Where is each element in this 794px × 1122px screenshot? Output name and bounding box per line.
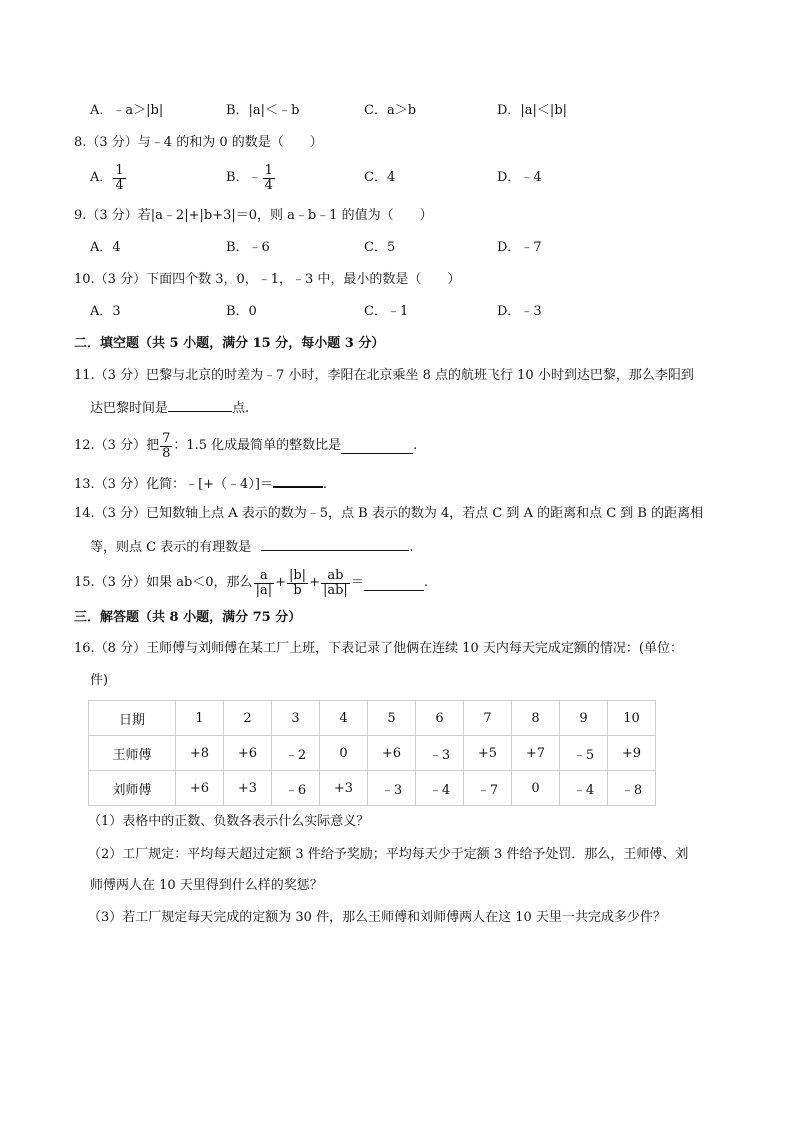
q14-line1: 14.（3 分）已知数轴上点 A 表示的数为﹣5，点 B 表示的数为 4，若点 C 到 A 的距离和点 C 到 B 的距离相 [74, 506, 704, 521]
q8-b-numerator: 1 [264, 162, 273, 178]
q14-answer-blank[interactable] [261, 536, 409, 551]
table-cell: ﹣5 [560, 736, 608, 771]
q16-sub2-line1: （2）工厂规定：平均每天超过定额 3 件给予奖励；平均每天少于定额 3 件给予处罚．那么，王师傅、刘 [88, 847, 689, 862]
q10-option-b: B．0 [226, 304, 257, 319]
q11-line2 [90, 397, 249, 419]
q10-option-d: D．﹣3 [497, 304, 542, 319]
table-cell: 4 [320, 701, 368, 736]
table-cell: 王师傅 [89, 736, 176, 771]
table-cell: 8 [512, 701, 560, 736]
table-cell: +6 [224, 736, 272, 771]
q8-b-fraction [263, 164, 275, 193]
table-row-liu [89, 771, 656, 806]
q16-line1: 16.（8 分）王师傅与刘师傅在某工厂上班，下表记录了他俩在连续 10 天内每天完成定额的情况：(单位： [74, 641, 683, 656]
table-cell: 0 [512, 771, 560, 806]
q10-stem: 10.（3 分）下面四个数 3，0，﹣1，﹣3 中，最小的数是（ ） [74, 272, 461, 287]
q15-f2-numerator: |b| [288, 567, 307, 583]
q7-option-a: A．﹣a＞|b| [90, 103, 164, 118]
q12 [74, 427, 417, 465]
q12-pre: 12.（3 分）把 [74, 438, 160, 453]
q8-a-fraction [113, 164, 125, 193]
table-row-date [89, 701, 656, 736]
table-cell: 1 [176, 701, 224, 736]
table-cell: 日期 [89, 701, 176, 736]
table-cell: +9 [608, 736, 656, 771]
table-cell: +3 [224, 771, 272, 806]
q8-b-denominator: 4 [264, 177, 273, 193]
q12-answer-blank[interactable] [341, 439, 413, 454]
q13 [74, 472, 327, 495]
table-cell: +8 [176, 736, 224, 771]
table-cell: +5 [464, 736, 512, 771]
q8-stem: 8.（3 分）与﹣4 的和为 0 的数是（ ） [74, 135, 323, 150]
q13-end: . [322, 477, 328, 492]
q11-line1: 11.（3 分）巴黎与北京的时差为﹣7 小时，李阳在北京乘坐 8 点的航班飞行 10 小时到达巴黎，那么李阳到 [74, 368, 694, 383]
section-2-heading: 二．填空题（共 5 小题，满分 15 分，每小题 3 分） [74, 336, 385, 351]
table-cell: 0 [320, 736, 368, 771]
table-cell: 10 [608, 701, 656, 736]
q15-f1-denominator: |a| [255, 582, 273, 598]
q15-fraction-2 [287, 569, 308, 598]
q7-option-b: B．|a|＜﹣b [226, 103, 300, 118]
table-cell: ﹣2 [272, 736, 320, 771]
q15-plus-2: + [309, 575, 320, 590]
q15-f1-numerator: a [259, 567, 268, 583]
q15-plus-1: + [275, 575, 286, 590]
q12-post: ：1.5 化成最简单的整数比是 [173, 438, 342, 453]
q16-table [88, 700, 656, 806]
table-cell: 3 [272, 701, 320, 736]
table-cell: ﹣3 [416, 736, 464, 771]
q16-sub1: （1）表格中的正数、负数各表示什么实际意义？ [88, 814, 370, 829]
q8-option-a [90, 160, 127, 196]
q8-option-b [226, 160, 276, 196]
q9-stem: 9.（3 分）若|a﹣2|+|b+3|＝0，则 a﹣b﹣1 的值为（ ） [74, 208, 433, 223]
q7-option-d: D．|a|＜|b| [497, 103, 568, 118]
q13-answer-blank[interactable] [273, 472, 323, 488]
table-cell: 6 [416, 701, 464, 736]
q15-fraction-3 [321, 569, 350, 598]
table-cell: ﹣3 [368, 771, 416, 806]
q9-option-c: C．5 [364, 240, 396, 255]
q12-end: . [413, 438, 418, 453]
q10-option-c: C．﹣1 [364, 304, 409, 319]
q8-b-label: B．﹣ [226, 170, 262, 185]
q14-line2 [90, 536, 414, 558]
q15-answer-blank[interactable] [364, 576, 424, 591]
q15-pre: 15.（3 分）如果 ab＜0，那么 [74, 575, 253, 590]
table-cell: +7 [512, 736, 560, 771]
q15-f3-numerator: ab [327, 567, 344, 583]
table-cell: ﹣6 [272, 771, 320, 806]
q8-option-d: D．﹣4 [497, 170, 542, 185]
table-cell: 9 [560, 701, 608, 736]
q11-answer-blank[interactable] [168, 397, 232, 412]
q12-numerator: 7 [162, 430, 171, 446]
q8-a-denominator: 4 [115, 177, 124, 193]
q7-option-c: C．a＞b [364, 103, 417, 118]
q16-sub2-line2: 师傅两人在 10 天里得到什么样的奖惩？ [90, 878, 323, 893]
q9-option-b: B．﹣6 [226, 240, 270, 255]
q8-a-label: A． [90, 170, 113, 185]
table-cell: 刘师傅 [89, 771, 176, 806]
q8-option-c: C．4 [364, 170, 396, 185]
table-cell: 5 [368, 701, 416, 736]
q16-sub3: （3）若工厂规定每天完成的定额为 30 件，那么王师傅和刘师傅两人在这 10 天里一共完成多少件？ [88, 910, 666, 925]
q11-line2-pre: 达巴黎时间是 [90, 401, 169, 416]
table-cell: ﹣4 [560, 771, 608, 806]
q16-line2: 件) [90, 673, 109, 688]
table-cell: ﹣8 [608, 771, 656, 806]
table-cell: +6 [368, 736, 416, 771]
table-cell: ﹣4 [416, 771, 464, 806]
section-3-heading: 三．解答题（共 8 小题，满分 75 分） [74, 610, 302, 625]
q13-pre: 13.（3 分）化简：﹣[+（﹣4）]＝ [74, 477, 273, 492]
q15-f3-denominator: |ab| [322, 582, 348, 598]
table-row-wang [89, 736, 656, 771]
q15 [74, 563, 428, 603]
q14-end: . [409, 540, 414, 555]
table-cell: 7 [464, 701, 512, 736]
table-cell: 2 [224, 701, 272, 736]
q9-option-d: D．﹣7 [497, 240, 542, 255]
q15-f2-denominator: b [293, 582, 302, 598]
q15-end: . [423, 575, 428, 590]
q10-option-a: A．3 [90, 304, 121, 319]
q12-denominator: 8 [162, 445, 171, 461]
q8-a-numerator: 1 [115, 162, 124, 178]
table-cell: ﹣7 [464, 771, 512, 806]
q14-line2-pre: 等，则点 C 表示的有理数是 [90, 540, 252, 555]
q9-option-a: A．4 [90, 240, 121, 255]
q15-equals: ＝ [350, 575, 364, 590]
q11-line2-post: 点. [232, 401, 250, 416]
table-cell: +6 [176, 771, 224, 806]
q15-fraction-1 [254, 569, 275, 598]
q12-fraction [160, 432, 172, 461]
table-cell: +3 [320, 771, 368, 806]
